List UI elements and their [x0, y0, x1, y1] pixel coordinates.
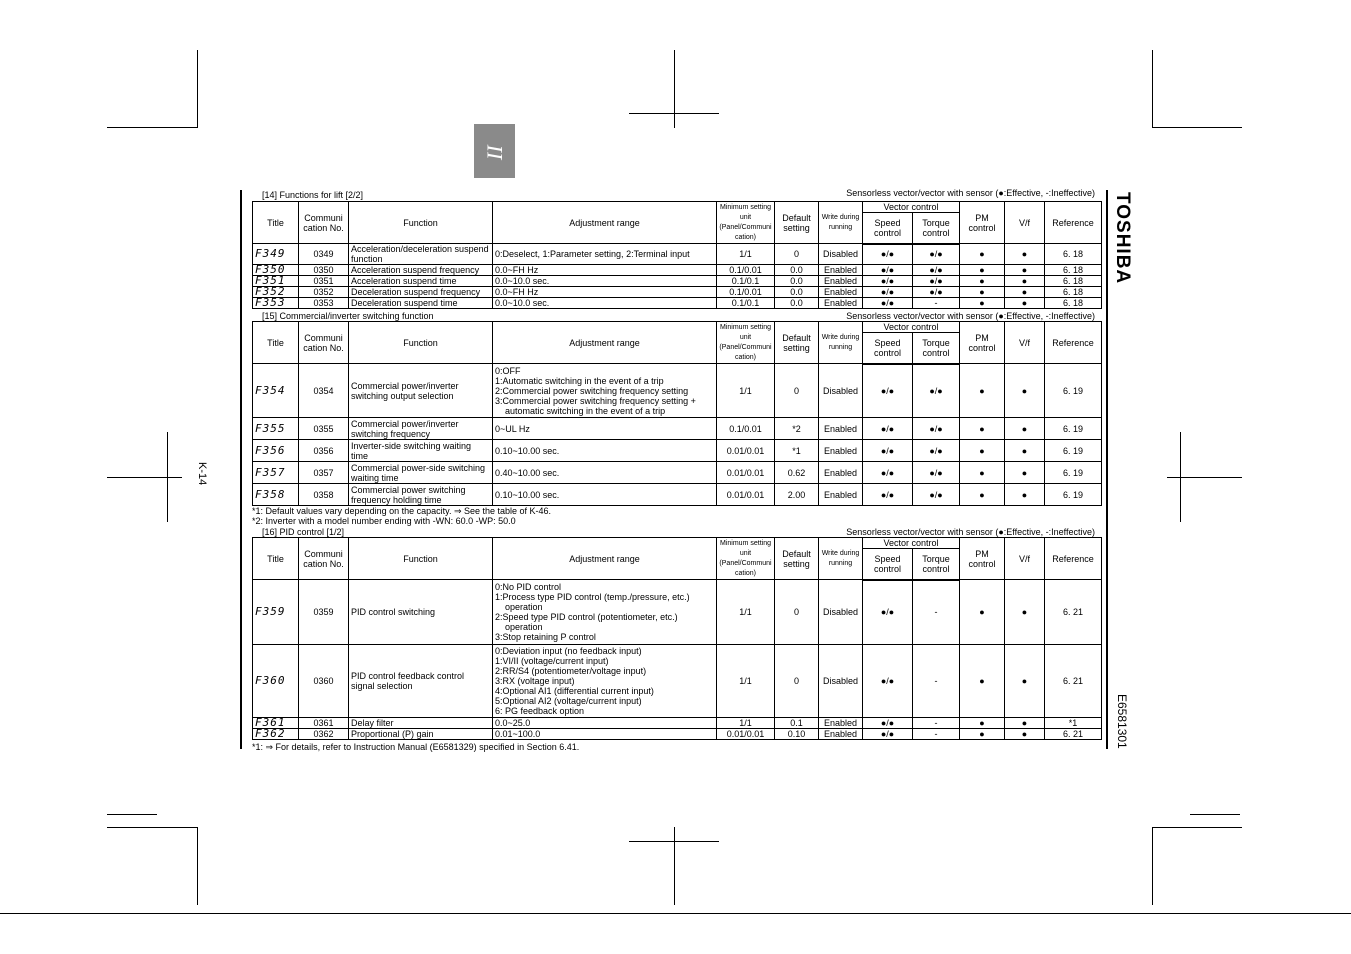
adjustment-range: 0.40~10.00 sec. [493, 462, 717, 484]
param-title: F360 [253, 645, 299, 718]
param-title: F362 [253, 729, 299, 740]
adjustment-range: 0.10~10.00 sec. [493, 484, 717, 506]
crop-mark [1152, 127, 1242, 128]
table-row [253, 580, 1102, 645]
range-line: 2:Commercial power switching frequency setting [495, 385, 689, 396]
reference: 6. 19 [1045, 440, 1102, 462]
speed-control: ●/● [863, 418, 913, 440]
table-row [253, 484, 1102, 506]
vf-control: ● [1005, 645, 1045, 718]
torque-control: - [913, 298, 960, 309]
adjustment-range: 0:Deselect, 1:Parameter setting, 2:Terminal input [493, 244, 717, 265]
crop-mark [629, 113, 719, 114]
footnote: *1: Default values vary depending on the capacity. ⇒ See the table of K-46. [252, 506, 552, 516]
default-setting: *1 [775, 440, 819, 462]
range-line: 3:Stop retaining P control [495, 632, 596, 642]
comm-number: 0362 [299, 729, 349, 740]
min-setting-unit: 0.01/0.01 [717, 440, 775, 462]
column-header-title: Title [253, 322, 299, 364]
section-tab [474, 124, 515, 178]
adjustment-range [493, 580, 717, 645]
function-name: PID control feedback control signal selection [349, 645, 493, 718]
vf-control: ● [1005, 462, 1045, 484]
footnote: *1: ⇒ For details, refer to Instruction Manual (E6581329) specified in Section 6.41. [252, 742, 580, 752]
column-header-vector-control: Vector control [863, 322, 960, 333]
comm-number: 0359 [299, 580, 349, 645]
comm-number: 0351 [299, 276, 349, 287]
reference: 6. 18 [1045, 298, 1102, 309]
pm-control: ● [960, 298, 1005, 309]
reference: 6. 18 [1045, 287, 1102, 298]
range-line: 1:Automatic switching in the event of a trip [495, 375, 664, 386]
column-header-pm-control: PM control [960, 538, 1005, 580]
default-setting: *2 [775, 418, 819, 440]
pm-control: ● [960, 462, 1005, 484]
reference: 6. 18 [1045, 265, 1102, 276]
page-number: K-14 [196, 462, 208, 486]
write-during-running: Enabled [819, 298, 863, 309]
reference: 6. 21 [1045, 580, 1102, 645]
param-title: F357 [253, 462, 299, 484]
torque-control: ●/● [913, 287, 960, 298]
pm-control: ● [960, 418, 1005, 440]
reference: 6. 19 [1045, 418, 1102, 440]
range-line: 4:Optional AI1 (differential current input) [495, 686, 654, 696]
bottom-rule [0, 913, 1351, 914]
speed-control: ●/● [863, 364, 913, 418]
function-name: Acceleration suspend frequency [349, 265, 493, 276]
param-title: F358 [253, 484, 299, 506]
crop-mark [197, 827, 198, 905]
write-during-running: Disabled [819, 580, 863, 645]
vf-control: ● [1005, 718, 1045, 729]
crop-mark [107, 477, 182, 478]
pm-control: ● [960, 484, 1005, 506]
default-setting: 0 [775, 364, 819, 418]
crop-mark [674, 50, 675, 128]
write-during-running: Disabled [819, 645, 863, 718]
column-header-comm-no: Communi cation No. [299, 322, 349, 364]
torque-control: ●/● [913, 276, 960, 287]
column-header-torque-control: Torque control [913, 213, 960, 244]
min-setting-unit: 0.01/0.01 [717, 462, 775, 484]
pm-control: ● [960, 440, 1005, 462]
crop-mark [197, 50, 198, 128]
function-name: Proportional (P) gain [349, 729, 493, 740]
default-setting: 0 [775, 580, 819, 645]
column-header-pm-control: PM control [960, 202, 1005, 244]
torque-control: ●/● [913, 364, 960, 418]
comm-number: 0358 [299, 484, 349, 506]
pm-control: ● [960, 276, 1005, 287]
comm-number: 0357 [299, 462, 349, 484]
reference: *1 [1045, 718, 1102, 729]
default-setting: 0.0 [775, 298, 819, 309]
crop-mark [1152, 827, 1153, 905]
vf-control: ● [1005, 484, 1045, 506]
param-title: F361 [253, 718, 299, 729]
function-name: Commercial power switching frequency holding time [349, 484, 493, 506]
table-row [253, 298, 1102, 309]
function-name: Commercial power/inverter switching frequency [349, 418, 493, 440]
speed-control: ●/● [863, 462, 913, 484]
table-row [253, 287, 1102, 298]
legend-text: Sensorless vector/vector with sensor (●:Effective, -:Ineffective) [846, 188, 1095, 198]
legend-text: Sensorless vector/vector with sensor (●:Effective, -:Ineffective) [846, 527, 1095, 537]
param-title: F359 [253, 580, 299, 645]
column-header-write: Write during running [819, 538, 863, 580]
pm-control: ● [960, 244, 1005, 265]
parameter-table [252, 201, 1102, 309]
crop-mark [1152, 50, 1153, 128]
default-setting: 0.0 [775, 265, 819, 276]
vf-control: ● [1005, 580, 1045, 645]
vf-control: ● [1005, 244, 1045, 265]
torque-control: - [913, 580, 960, 645]
reference: 6. 19 [1045, 364, 1102, 418]
min-setting-unit: 0.1/0.1 [717, 298, 775, 309]
table-row [253, 418, 1102, 440]
range-line: 6: PG feedback option [495, 706, 585, 716]
speed-control: ●/● [863, 298, 913, 309]
reference: 6. 18 [1045, 244, 1102, 265]
min-setting-unit: 0.1/0.01 [717, 418, 775, 440]
min-setting-unit: 1/1 [717, 580, 775, 645]
default-setting: 0 [775, 244, 819, 265]
legend-text: Sensorless vector/vector with sensor (●:Effective, -:Ineffective) [846, 311, 1095, 321]
speed-control: ●/● [863, 287, 913, 298]
column-header-torque-control: Torque control [913, 549, 960, 580]
vf-control: ● [1005, 440, 1045, 462]
min-setting-unit: 1/1 [717, 244, 775, 265]
column-header-vf: V/f [1005, 538, 1045, 580]
function-name: Deceleration suspend frequency [349, 287, 493, 298]
pm-control: ● [960, 580, 1005, 645]
param-title: F352 [253, 287, 299, 298]
table-row [253, 645, 1102, 718]
column-header-function: Function [349, 202, 493, 244]
crop-mark [674, 827, 675, 905]
column-header-reference: Reference [1045, 538, 1102, 580]
column-header-title: Title [253, 538, 299, 580]
speed-control: ●/● [863, 276, 913, 287]
pm-control: ● [960, 287, 1005, 298]
column-header-title: Title [253, 202, 299, 244]
adjustment-range: 0.01~100.0 [493, 729, 717, 740]
range-line: 2:Speed type PID control (potentiometer, etc.) [495, 612, 678, 622]
adjustment-range: 0.0~FH Hz [493, 287, 717, 298]
adjustment-range: 0.0~10.0 sec. [493, 298, 717, 309]
column-header-speed-control: Speed control [863, 213, 913, 244]
function-name: Acceleration suspend time [349, 276, 493, 287]
range-line: operation [505, 602, 543, 612]
speed-control: ●/● [863, 580, 913, 645]
param-title: F349 [253, 244, 299, 265]
pm-control: ● [960, 729, 1005, 740]
min-setting-unit: 0.01/0.01 [717, 729, 775, 740]
column-header-function: Function [349, 322, 493, 364]
adjustment-range: 0.0~25.0 [493, 718, 717, 729]
default-setting: 2.00 [775, 484, 819, 506]
table-row [253, 265, 1102, 276]
comm-number: 0356 [299, 440, 349, 462]
default-setting: 0.0 [775, 287, 819, 298]
adjustment-range [493, 364, 717, 418]
column-header-default: Default setting [775, 538, 819, 580]
torque-control: ●/● [913, 244, 960, 265]
vf-control: ● [1005, 729, 1045, 740]
column-header-speed-control: Speed control [863, 333, 913, 364]
column-header-range: Adjustment range [493, 202, 717, 244]
write-during-running: Enabled [819, 484, 863, 506]
crop-mark [1190, 814, 1240, 815]
section-tab-label: II [482, 144, 508, 160]
param-title: F354 [253, 364, 299, 418]
speed-control: ●/● [863, 440, 913, 462]
min-setting-unit: 1/1 [717, 364, 775, 418]
crop-mark [107, 127, 197, 128]
min-setting-unit: 1/1 [717, 645, 775, 718]
column-header-default: Default setting [775, 202, 819, 244]
column-header-speed-control: Speed control [863, 549, 913, 580]
comm-number: 0360 [299, 645, 349, 718]
vf-control: ● [1005, 287, 1045, 298]
vf-control: ● [1005, 418, 1045, 440]
table-row [253, 276, 1102, 287]
table-row [253, 462, 1102, 484]
reference: 6. 19 [1045, 462, 1102, 484]
speed-control: ●/● [863, 718, 913, 729]
min-setting-unit: 0.1/0.01 [717, 265, 775, 276]
function-name: Commercial power-side switching waiting time [349, 462, 493, 484]
parameter-table [252, 537, 1102, 740]
torque-control: ●/● [913, 418, 960, 440]
crop-mark [107, 814, 157, 815]
range-line: 0:No PID control [495, 582, 562, 592]
speed-control: ●/● [863, 645, 913, 718]
comm-number: 0361 [299, 718, 349, 729]
function-name: PID control switching [349, 580, 493, 645]
adjustment-range: 0.10~10.00 sec. [493, 440, 717, 462]
param-title: F350 [253, 265, 299, 276]
range-line: automatic switching in the event of a trip [505, 405, 666, 416]
brand-logo: TOSHIBA [1112, 192, 1133, 285]
crop-mark [1152, 827, 1242, 828]
write-during-running: Disabled [819, 244, 863, 265]
default-setting: 0.0 [775, 276, 819, 287]
parameter-table [252, 321, 1102, 506]
torque-control: ●/● [913, 440, 960, 462]
min-setting-unit: 0.01/0.01 [717, 484, 775, 506]
comm-number: 0354 [299, 364, 349, 418]
write-during-running: Enabled [819, 265, 863, 276]
column-header-range: Adjustment range [493, 322, 717, 364]
speed-control: ●/● [863, 729, 913, 740]
torque-control: - [913, 729, 960, 740]
adjustment-range [493, 645, 717, 718]
vf-control: ● [1005, 276, 1045, 287]
range-line: 1:VI/II (voltage/current input) [495, 656, 609, 666]
speed-control: ●/● [863, 265, 913, 276]
function-name: Inverter-side switching waiting time [349, 440, 493, 462]
param-title: F356 [253, 440, 299, 462]
write-during-running: Enabled [819, 729, 863, 740]
vf-control: ● [1005, 364, 1045, 418]
column-header-reference: Reference [1045, 322, 1102, 364]
range-line: 0:OFF [495, 365, 521, 376]
column-header-min-unit: Minimum setting unit (Panel/Communi cation) [717, 202, 775, 244]
column-header-range: Adjustment range [493, 538, 717, 580]
torque-control: ●/● [913, 265, 960, 276]
comm-number: 0352 [299, 287, 349, 298]
write-during-running: Enabled [819, 718, 863, 729]
range-line: 3:Commercial power switching frequency setting + [495, 395, 696, 406]
column-header-vector-control: Vector control [863, 538, 960, 549]
vf-control: ● [1005, 298, 1045, 309]
function-name: Commercial power/inverter switching output selection [349, 364, 493, 418]
adjustment-range: 0~UL Hz [493, 418, 717, 440]
range-line: 1:Process type PID control (temp./pressure, etc.) [495, 592, 690, 602]
adjustment-range: 0.0~10.0 sec. [493, 276, 717, 287]
min-setting-unit: 0.1/0.1 [717, 276, 775, 287]
column-header-default: Default setting [775, 322, 819, 364]
table-row [253, 244, 1102, 265]
write-during-running: Enabled [819, 462, 863, 484]
reference: 6. 21 [1045, 645, 1102, 718]
speed-control: ●/● [863, 484, 913, 506]
left-margin-rule [240, 190, 242, 749]
min-setting-unit: 0.1/0.01 [717, 287, 775, 298]
section-caption: [15] Commercial/inverter switching function [262, 311, 434, 321]
torque-control: - [913, 718, 960, 729]
column-header-write: Write during running [819, 202, 863, 244]
torque-control: ●/● [913, 462, 960, 484]
write-during-running: Enabled [819, 440, 863, 462]
range-line: operation [505, 622, 543, 632]
column-header-pm-control: PM control [960, 322, 1005, 364]
vf-control: ● [1005, 265, 1045, 276]
section-caption: [16] PID control [1/2] [262, 527, 345, 537]
pm-control: ● [960, 364, 1005, 418]
pm-control: ● [960, 718, 1005, 729]
document-number: E6581301 [1115, 694, 1129, 749]
reference: 6. 21 [1045, 729, 1102, 740]
column-header-comm-no: Communi cation No. [299, 538, 349, 580]
column-header-min-unit: Minimum setting unit (Panel/Communi cation) [717, 538, 775, 580]
table-row [253, 729, 1102, 740]
write-during-running: Enabled [819, 276, 863, 287]
column-header-write: Write during running [819, 322, 863, 364]
table-row [253, 718, 1102, 729]
range-line: 3:RX (voltage input) [495, 676, 575, 686]
column-header-function: Function [349, 538, 493, 580]
column-header-comm-no: Communi cation No. [299, 202, 349, 244]
table-row [253, 440, 1102, 462]
range-line: 0:Deviation input (no feedback input) [495, 646, 642, 656]
column-header-reference: Reference [1045, 202, 1102, 244]
range-line: 2:RR/S4 (potentiometer/voltage input) [495, 666, 647, 676]
function-name: Delay filter [349, 718, 493, 729]
reference: 6. 18 [1045, 276, 1102, 287]
speed-control: ●/● [863, 244, 913, 265]
default-setting: 0.10 [775, 729, 819, 740]
default-setting: 0.62 [775, 462, 819, 484]
function-name: Deceleration suspend time [349, 298, 493, 309]
footnote: *2: Inverter with a model number ending with -WN: 60.0 -WP: 50.0 [252, 516, 516, 526]
param-title: F355 [253, 418, 299, 440]
adjustment-range: 0.0~FH Hz [493, 265, 717, 276]
comm-number: 0353 [299, 298, 349, 309]
column-header-vf: V/f [1005, 322, 1045, 364]
comm-number: 0349 [299, 244, 349, 265]
column-header-torque-control: Torque control [913, 333, 960, 364]
default-setting: 0 [775, 645, 819, 718]
function-name: Acceleration/deceleration suspend function [349, 244, 493, 265]
comm-number: 0355 [299, 418, 349, 440]
torque-control: ●/● [913, 484, 960, 506]
write-during-running: Disabled [819, 364, 863, 418]
table-row [253, 364, 1102, 418]
default-setting: 0.1 [775, 718, 819, 729]
crop-mark [1167, 477, 1242, 478]
pm-control: ● [960, 645, 1005, 718]
column-header-min-unit: Minimum setting unit (Panel/Communi cation) [717, 322, 775, 364]
column-header-vector-control: Vector control [863, 202, 960, 213]
param-title: F353 [253, 298, 299, 309]
reference: 6. 19 [1045, 484, 1102, 506]
range-line: 5:Optional AI2 (voltage/current input) [495, 696, 642, 706]
min-setting-unit: 1/1 [717, 718, 775, 729]
crop-mark [629, 841, 719, 842]
torque-control: - [913, 645, 960, 718]
write-during-running: Enabled [819, 418, 863, 440]
comm-number: 0350 [299, 265, 349, 276]
pm-control: ● [960, 265, 1005, 276]
section-caption: [14] Functions for lift [2/2] [262, 190, 364, 200]
crop-mark [107, 827, 197, 828]
column-header-vf: V/f [1005, 202, 1045, 244]
write-during-running: Enabled [819, 287, 863, 298]
param-title: F351 [253, 276, 299, 287]
right-margin-rule [1106, 190, 1108, 749]
